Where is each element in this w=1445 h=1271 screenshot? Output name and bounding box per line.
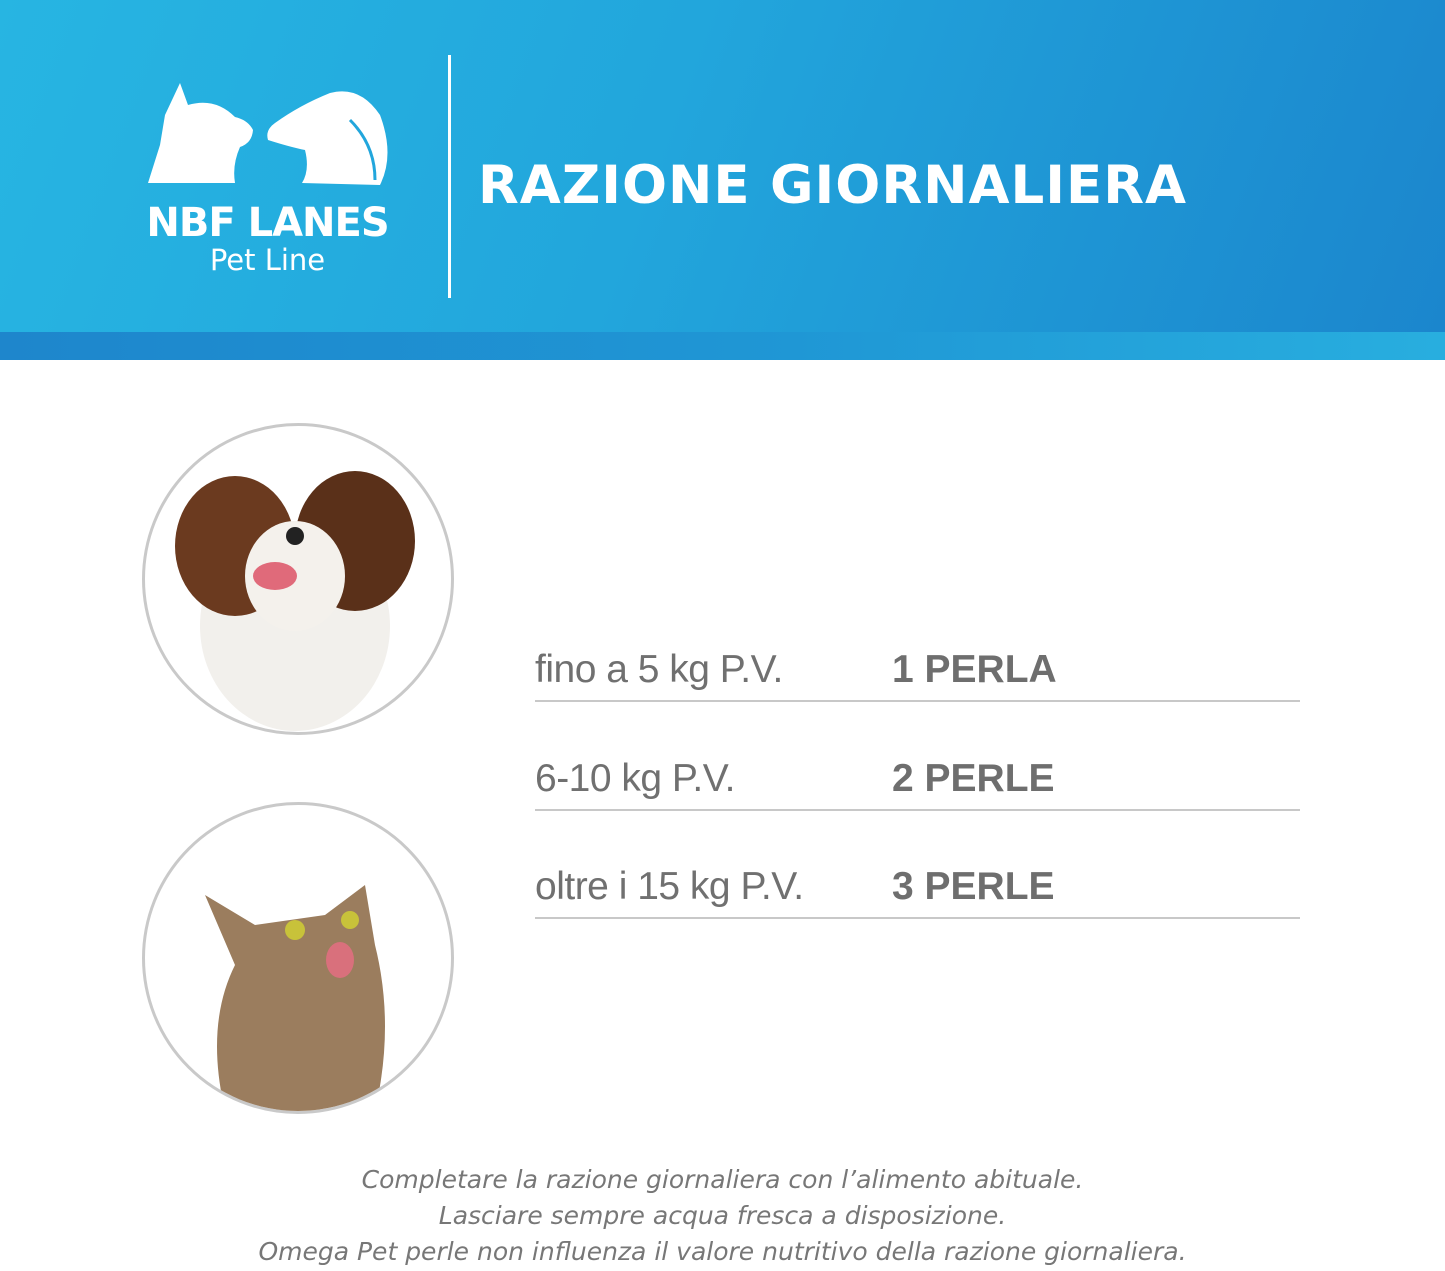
dosage-row [535, 640, 1300, 702]
note-line: Completare la razione giornaliera con l’alimento abituale. [361, 1165, 1084, 1194]
header-divider [448, 55, 451, 298]
dog-photo [142, 423, 454, 735]
dose-amount: 3 PERLE [892, 865, 1055, 908]
note-line: Lasciare sempre acqua fresca a disposizione. [438, 1201, 1007, 1230]
note-line: Omega Pet perle non influenza il valore nutritivo della razione giornaliera. [258, 1237, 1187, 1266]
header-strip [0, 332, 1445, 360]
page-title: RAZIONE GIORNALIERA [478, 155, 1188, 216]
dose-amount: 1 PERLA [892, 648, 1057, 691]
brand-subtitle: Pet Line [209, 243, 326, 277]
dose-amount: 2 PERLE [892, 757, 1055, 800]
cat-dog-logo-icon [140, 75, 395, 190]
dosage-row [535, 749, 1300, 811]
cat-photo [142, 802, 454, 1114]
dosage-row [535, 857, 1300, 919]
footer-notes [0, 1162, 1445, 1270]
weight-range: oltre i 15 kg P.V. [535, 865, 804, 908]
weight-range: fino a 5 kg P.V. [535, 648, 783, 691]
brand-name: NBF LANES [146, 200, 389, 246]
weight-range: 6-10 kg P.V. [535, 757, 736, 800]
